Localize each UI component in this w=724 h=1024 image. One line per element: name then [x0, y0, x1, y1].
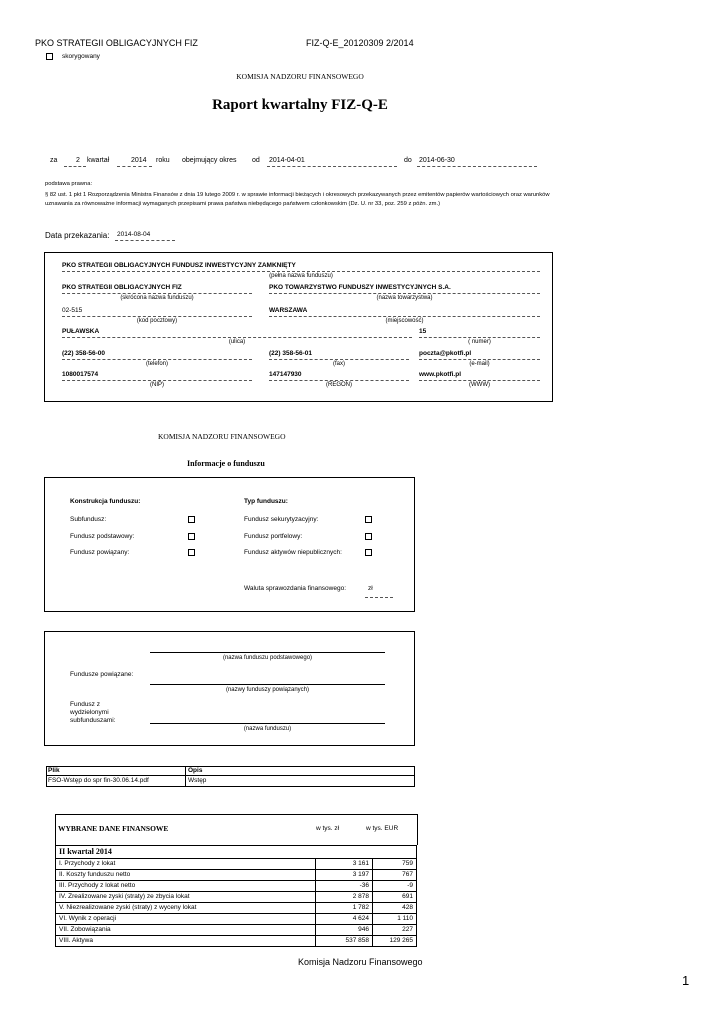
submission-date: 2014-08-04: [117, 231, 151, 238]
postal-code-line: [62, 316, 252, 317]
row-pln: -36: [316, 881, 373, 892]
row-eur: 1 110: [373, 914, 417, 925]
fax-line: [269, 359, 409, 360]
period-quarter-line: [64, 166, 86, 167]
row-label: III. Przychody z lokat netto: [56, 881, 316, 892]
period-za: za: [50, 157, 58, 164]
table-row: [56, 870, 417, 881]
street-number: 15: [419, 328, 427, 335]
construction-related-checkbox[interactable]: [188, 549, 195, 556]
subfunds-label-1: Fundusz z: [70, 701, 100, 708]
row-label: II. Koszty funduszu netto: [56, 870, 316, 881]
legal-text: § 82 ust. 1 pkt 1 Rozporządzenia Ministra Finansów z dnia 19 lutego 2009 r. w sprawie informacji bieżących i okresowych przekazywanych przez emitentów papierów wartościowych oraz warunków uznawania za równoważne informacji wymaganych przepisami prawa państwa niebędącego państwem członkowskim (Dz. U. nr 33, poz. 259 z późn. zm.): [45, 192, 550, 207]
period-kwartal: kwartał: [87, 157, 110, 164]
submission-label: Data przekazania:: [45, 231, 110, 240]
related-funds-line: [150, 684, 385, 685]
row-pln: 3 161: [316, 859, 373, 870]
fund-short-name-line: [62, 293, 252, 294]
table-row: [56, 892, 417, 903]
period-from-line: [267, 166, 397, 167]
corrected-checkbox[interactable]: [46, 53, 53, 60]
base-fund-line: [150, 652, 385, 653]
row-eur: 767: [373, 870, 417, 881]
row-label: VIII. Aktywa: [56, 936, 316, 947]
street: PUŁAWSKA: [62, 328, 100, 335]
period-obejm: obejmujący okres: [182, 157, 237, 164]
report-title: Raport kwartalny FIZ-Q-E: [212, 97, 388, 113]
financial-col-eur: w tys. EUR: [366, 825, 399, 832]
fax: (22) 358-56-01: [269, 350, 312, 357]
phone: (22) 358-56-00: [62, 350, 105, 357]
company-name-line: [269, 293, 540, 294]
row-pln: 3 197: [316, 870, 373, 881]
fund-full-name-line: [62, 271, 540, 272]
page-number: 1: [682, 973, 690, 988]
nip-line: [62, 380, 252, 381]
currency-label: Waluta sprawozdania finansowego:: [244, 585, 347, 592]
type-private-assets-checkbox[interactable]: [365, 549, 372, 556]
period-to: 2014-06-30: [419, 157, 455, 164]
period-roku: roku: [156, 157, 170, 164]
row-pln: 4 624: [316, 914, 373, 925]
street-caption: (ulica): [228, 339, 246, 345]
company-name: PKO TOWARZYSTWO FUNDUSZY INWESTYCYJNYCH S.A.: [269, 284, 451, 291]
nip: 1080017574: [62, 371, 99, 378]
row-eur: 129 265: [373, 936, 417, 947]
table-row: [56, 859, 417, 870]
table-row: [56, 881, 417, 892]
related-funds-caption: (nazwy funduszy powiązanych): [225, 687, 310, 693]
row-label: IV. Zrealizowane zyski (straty) ze zbycia lokat: [56, 892, 316, 903]
postal-code: 02-515: [62, 307, 83, 314]
subfunds-label-2: wydzielonymi: [70, 709, 109, 716]
regon-line: [269, 380, 409, 381]
row-label: V. Niezrealizowane zyski (straty) z wyceny lokat: [56, 903, 316, 914]
regon: 147147930: [269, 371, 302, 378]
corrected-label: skorygowany: [62, 53, 100, 60]
fund-full-name-caption: (pełna nazwa funduszu): [269, 273, 333, 279]
row-label: I. Przychody z lokat: [56, 859, 316, 870]
www[interactable]: www.pkotfi.pl: [419, 371, 462, 378]
subfunds-caption: (nazwa funduszu): [243, 726, 292, 732]
table-row: [56, 903, 417, 914]
table-row: [56, 936, 417, 947]
base-fund-caption: (nazwa funduszu podstawowego): [222, 655, 313, 661]
period-od: od: [252, 157, 260, 164]
fund-short-name-caption: (skrócona nazwa funduszu): [120, 295, 194, 301]
table-row: [56, 914, 417, 925]
email[interactable]: poczta@pkotfi.pl: [419, 350, 472, 357]
authority-title: KOMISJA NADZORU FINANSOWEGO: [236, 72, 364, 81]
construction-heading: Konstrukcja funduszu:: [70, 498, 141, 505]
row-eur: 428: [373, 903, 417, 914]
type-portfolio-label: Fundusz portfelowy:: [244, 533, 303, 540]
regon-caption: (REGON): [326, 382, 352, 388]
row-pln: 537 858: [316, 936, 373, 947]
legal-label: podstawa prawna:: [45, 181, 93, 187]
financial-table: [55, 845, 417, 947]
construction-related-label: Fundusz powiązany:: [70, 549, 130, 556]
info-title: Informacje o funduszu: [187, 459, 265, 468]
currency-line: [365, 597, 393, 598]
construction-base-label: Fundusz podstawowy:: [70, 533, 135, 540]
financial-title: WYBRANE DANE FINANSOWE: [58, 824, 169, 833]
row-label: VI. Wynik z operacji: [56, 914, 316, 925]
company-name-caption: (nazwa towarzystwa): [376, 295, 433, 301]
files-header-divider: [46, 775, 415, 776]
row-eur: 227: [373, 925, 417, 936]
period-year-line: [117, 166, 152, 167]
phone-line: [62, 359, 252, 360]
www-caption: (WWW): [469, 382, 490, 388]
files-col-desc: Opis: [188, 767, 203, 774]
fax-caption: (fax): [333, 361, 345, 367]
period-do: do: [404, 157, 412, 164]
period-year: 2014: [131, 157, 147, 164]
row-label: VII. Zobowiązania: [56, 925, 316, 936]
period-to-line: [417, 166, 537, 167]
street-number-caption: ( numer): [468, 339, 491, 345]
subfunds-label-3: subfunduszami:: [70, 717, 116, 724]
period-quarter: 2: [76, 157, 80, 164]
subfunds-line: [150, 723, 385, 724]
header-form-code: FIZ-Q-E_20120309 2/2014: [306, 38, 414, 48]
row-pln: 2 878: [316, 892, 373, 903]
nip-caption: (NIP): [150, 382, 164, 388]
street-number-line: [419, 337, 540, 338]
type-securitization-label: Fundusz sekurytyzacyjny:: [244, 516, 319, 523]
financial-period: II kwartał 2014: [56, 846, 417, 859]
row-pln: 1 782: [316, 903, 373, 914]
file-description: Wstęp: [188, 777, 207, 784]
phone-caption: (telefon): [145, 361, 168, 367]
row-eur: 759: [373, 859, 417, 870]
files-column-divider: [185, 766, 186, 787]
currency-value: zł: [368, 585, 373, 592]
type-portfolio-checkbox[interactable]: [365, 533, 372, 540]
construction-subfund-checkbox[interactable]: [188, 516, 195, 523]
fund-full-name: PKO STRATEGII OBLIGACYJNYCH FUNDUSZ INWESTYCYJNY ZAMKNIĘTY: [62, 262, 296, 269]
table-row: [56, 925, 417, 936]
row-pln: 946: [316, 925, 373, 936]
type-securitization-checkbox[interactable]: [365, 516, 372, 523]
www-line: [419, 380, 540, 381]
submission-date-line: [115, 240, 175, 241]
authority-title-2: KOMISJA NADZORU FINANSOWEGO: [158, 432, 286, 441]
period-from: 2014-04-01: [269, 157, 305, 164]
file-link[interactable]: FSO-Wstęp do spr fin-30.06.14.pdf: [48, 777, 149, 784]
type-private-assets-label: Fundusz aktywów niepublicznych:: [244, 549, 342, 556]
city-caption: (miejscowość): [385, 318, 424, 324]
email-caption: (e-mail): [469, 361, 490, 367]
street-line: [62, 337, 412, 338]
postal-code-caption: (kod pocztowy): [136, 318, 178, 324]
financial-col-pln: w tys. zł: [316, 825, 340, 832]
city: WARSZAWA: [269, 307, 308, 314]
row-eur: 691: [373, 892, 417, 903]
files-col-file: Plik: [48, 767, 60, 774]
type-heading: Typ funduszu:: [244, 498, 288, 505]
footer-text: Komisja Nadzoru Finansowego: [298, 957, 423, 967]
related-funds-label: Fundusze powiązane:: [70, 671, 134, 678]
fund-short-name: PKO STRATEGII OBLIGACYJNYCH FIZ: [62, 284, 182, 291]
construction-base-checkbox[interactable]: [188, 533, 195, 540]
email-line: [419, 359, 540, 360]
city-line: [269, 316, 540, 317]
construction-subfund-label: Subfundusz:: [70, 516, 107, 523]
header-fund-name: PKO STRATEGII OBLIGACYJNYCH FIZ: [35, 38, 198, 48]
row-eur: -9: [373, 881, 417, 892]
